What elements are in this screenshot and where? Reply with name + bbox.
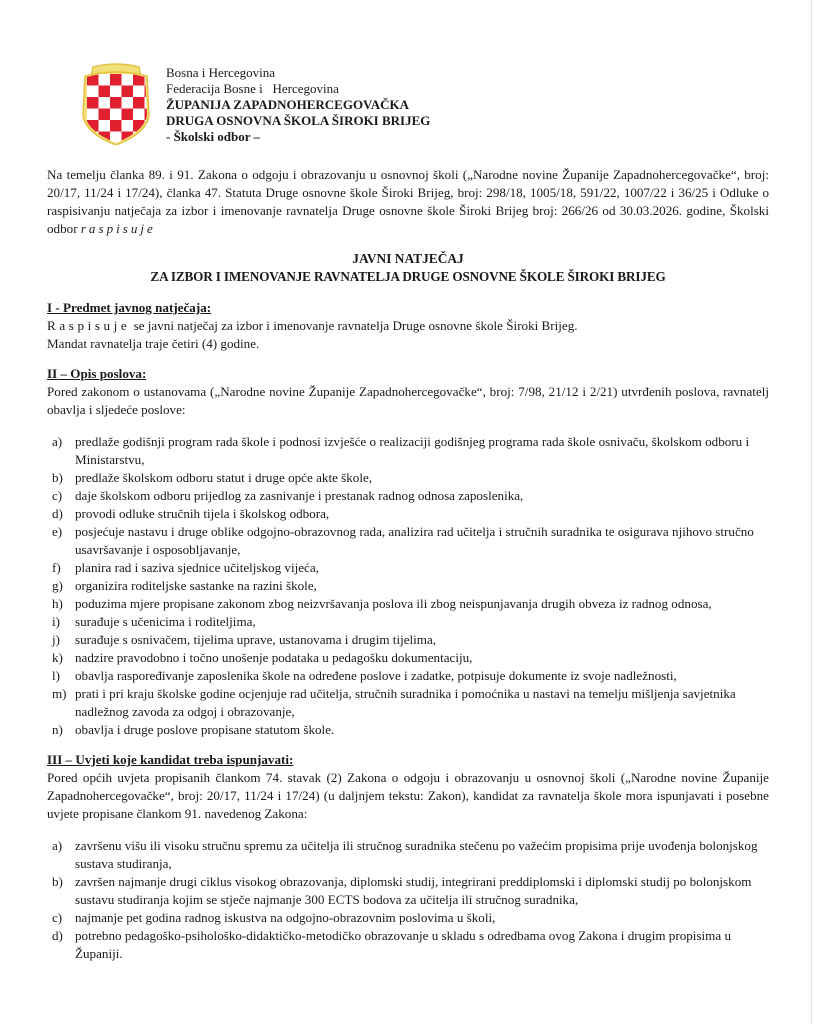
list-item-text: najmanje pet godina radnog iskustva na odgojno-obrazovnim poslovima u školi, xyxy=(75,910,496,925)
section2-item xyxy=(47,685,769,721)
crest-square xyxy=(87,143,99,145)
list-marker: e) xyxy=(52,524,63,539)
crest-square xyxy=(122,97,134,109)
crest-square xyxy=(133,109,145,121)
crest-square xyxy=(122,120,134,132)
intro-paragraph xyxy=(47,166,769,238)
list-item-text: posjećuje nastavu i druge oblike odgojno-obrazovnog rada, analizira rad učitelja i stručnih suradnika te osigurava njihovo stručno usavršavanje i osposobljavanje, xyxy=(75,524,754,557)
list-marker: f) xyxy=(52,560,61,575)
letterhead xyxy=(79,63,499,153)
crest-square xyxy=(110,74,122,86)
crest-square xyxy=(87,97,99,109)
list-item-text: završenu višu ili visoku stručnu spremu za učitelja ili stručnog suradnika stečenu po važećim propisima prije uvođenja bolonjskog sustava studiranja, xyxy=(75,838,758,871)
crest-square xyxy=(133,86,145,98)
list-marker: k) xyxy=(52,650,63,665)
list-item-text: daje školskom odboru prijedlog za zasnivanje i prestanak radnog odnosa zaposlenika, xyxy=(75,488,524,503)
canton-line: ŽUPANIJA ZAPADNOHERCEGOVAČKA xyxy=(166,97,410,112)
section3-item xyxy=(47,873,769,909)
section-3-intro: Pored općih uvjeta propisanih člankom 74. stavak (2) Zakona o odgoju i obrazovanju u osnovnoj školi („Narodne novine Županije Zapadnohercegovačke“, broj: 20/17, 11/24 i 17/24) (u daljnjem tekstu: Zakon), kandidat za ravnatelja škole mora ispunjavati i posebne uvjete propisane člankom 91. navedenog Zakona: xyxy=(47,770,769,821)
section2-item xyxy=(47,667,769,685)
list-item-text: surađuje s učenicima i roditeljima, xyxy=(75,614,256,629)
intro-verb: raspisuje xyxy=(80,221,156,236)
letterhead-text xyxy=(166,65,430,145)
section3-item xyxy=(47,927,769,963)
section2-item xyxy=(47,523,769,559)
section-1-verb: Raspisuje xyxy=(47,318,131,333)
list-marker: g) xyxy=(52,578,63,593)
list-marker: d) xyxy=(52,928,63,943)
list-item-text: predlaže školskom odboru statut i druge opće akte škole, xyxy=(75,470,373,485)
list-marker: d) xyxy=(52,506,63,521)
crest-square xyxy=(145,143,154,145)
crest-square xyxy=(122,109,134,121)
section-3-heading: III – Uvjeti koje kandidat treba ispunjavati: xyxy=(47,752,294,767)
intro-text: Na temelju članka 89. i 91. Zakona o odgoju i obrazovanju u osnovnoj školi („Narodne novine Županije Zapadnohercegovačke“, broj: 20/17, 11/24 i 17/24), članka 47. Statuta Druge osnovne škole Široki Brijeg, broj: 298/18, 1005/18, 591/22, 1007/22 i 36/25 i Odluke o raspisivanju natječaja za izbor i imenovanje ravnatelja Druge osnovne škole Široki Brijeg broj: 266/26 od 30.03.2026. godine, Školski odbor xyxy=(47,167,769,236)
list-item-text: predlaže godišnji program rada škole i podnosi izvješće o realizaciji godišnjeg programa rada škole osnivaču, školskom odboru i Ministarstvu, xyxy=(75,434,750,467)
section-2-list xyxy=(47,433,769,739)
list-marker: i) xyxy=(52,614,60,629)
country-line: Bosna i Hercegovina xyxy=(166,65,276,80)
coat-of-arms-icon xyxy=(79,63,153,145)
page-edge xyxy=(811,0,812,1024)
crest-square xyxy=(133,97,145,109)
section3-item xyxy=(47,837,769,873)
crest-square xyxy=(145,132,154,144)
crest-square xyxy=(87,86,99,98)
title-line-1: JAVNI NATJEČAJ xyxy=(352,251,464,266)
section2-item xyxy=(47,505,769,523)
crest-square xyxy=(122,143,134,145)
list-item-text: prati i pri kraju školske godine ocjenjuje rad učitelja, stručnih suradnika i pomoćnika u nastavi na temelju mišljenja savjetnika nadležnog zavoda za odgoj i obrazovanje, xyxy=(75,686,736,719)
list-marker: n) xyxy=(52,722,63,737)
list-marker: l) xyxy=(52,668,60,683)
section-1-body xyxy=(47,317,769,353)
list-item-text: poduzima mjere propisane zakonom zbog neizvršavanja poslova ili zbog neispunjavanja drugih obveza iz radnog odnosa, xyxy=(75,596,712,611)
section-2-heading: II – Opis poslova: xyxy=(47,366,147,381)
crest-square xyxy=(87,109,99,121)
crest-square xyxy=(122,86,134,98)
section2-item xyxy=(47,433,769,469)
section-3-list xyxy=(47,837,769,963)
list-marker: j) xyxy=(52,632,60,647)
list-marker: c) xyxy=(52,910,63,925)
document-body xyxy=(47,166,769,963)
section-1-heading: I - Predmet javnog natječaja: xyxy=(47,300,212,315)
list-item-text: obavlja raspoređivanje zaposlenika škole na određene poslove i zadatke, potpisuje dokumente iz svoje nadležnosti, xyxy=(75,668,677,683)
crest-square xyxy=(99,143,111,145)
list-marker: m) xyxy=(52,686,67,701)
list-marker: c) xyxy=(52,488,63,503)
board-line: - Školski odbor – xyxy=(166,129,261,144)
section2-item xyxy=(47,487,769,505)
section-2-intro: Pored zakonom o ustanovama („Narodne novine Županije Zapadnohercegovačke“, broj: 7/98, 21/12 i 2/21) utvrđenih poslova, ravnatelj obavlja i sljedeće poslove: xyxy=(47,384,769,417)
list-marker: a) xyxy=(52,838,63,853)
crest-square xyxy=(110,120,122,132)
section3-item xyxy=(47,909,769,927)
crest-square xyxy=(110,109,122,121)
school-line: DRUGA OSNOVNA ŠKOLA ŠIROKI BRIJEG xyxy=(166,113,431,128)
crest-square xyxy=(122,74,134,86)
list-marker: b) xyxy=(52,470,63,485)
document-title xyxy=(47,250,769,286)
crest-square xyxy=(110,97,122,109)
crest-square xyxy=(99,86,111,98)
federation-line: Federacija Bosne i Hercegovina xyxy=(166,81,339,96)
list-item-text: završen najmanje drugi ciklus visokog obrazovanja, diplomski studij, integrirani preddiplomski i diplomski studij po bolonjskom sustavu studiranja kojim se stječe najmanje 300 ECTS bodova za učitelja ili stručnog suradnika, xyxy=(75,874,752,907)
section2-item xyxy=(47,613,769,631)
section2-item xyxy=(47,595,769,613)
section-1-line-1: se javni natječaj za izbor i imenovanje ravnatelja Druge osnovne škole Široki Brijeg. xyxy=(130,318,578,333)
list-item-text: obavlja i druge poslove propisane statutom škole. xyxy=(75,722,335,737)
list-item-text: provodi odluke stručnih tijela i školskog odbora, xyxy=(75,506,330,521)
list-item-text: nadzire pravodobno i točno unošenje podataka u pedagošku dokumentaciju, xyxy=(75,650,473,665)
crest-square xyxy=(99,120,111,132)
list-item-text: potrebno pedagoško-psihološko-didaktičko-metodičko obrazovanje u skladu s odredbama ovog Zakona i drugim propisima u Županiji. xyxy=(75,928,731,961)
section2-item xyxy=(47,559,769,577)
crest-square xyxy=(99,109,111,121)
section2-item xyxy=(47,649,769,667)
section2-item xyxy=(47,469,769,487)
list-marker: a) xyxy=(52,434,63,449)
section2-item xyxy=(47,721,769,739)
section-1-line-2: Mandat ravnatelja traje četiri (4) godine. xyxy=(47,336,260,351)
title-line-2: ZA IZBOR I IMENOVANJE RAVNATELJA DRUGE OSNOVNE ŠKOLE ŠIROKI BRIJEG xyxy=(150,269,666,284)
crest-square xyxy=(110,86,122,98)
section2-item xyxy=(47,577,769,595)
list-item-text: surađuje s osnivačem, tijelima uprave, ustanovama i drugim tijelima, xyxy=(75,632,437,647)
crest-square xyxy=(99,74,111,86)
crest-square xyxy=(99,97,111,109)
crest-square xyxy=(133,143,145,145)
list-marker: b) xyxy=(52,874,63,889)
section2-item xyxy=(47,631,769,649)
list-item-text: organizira roditeljske sastanke na razini škole, xyxy=(75,578,317,593)
list-item-text: planira rad i saziva sjednice učiteljskog vijeća, xyxy=(75,560,319,575)
list-marker: h) xyxy=(52,596,63,611)
